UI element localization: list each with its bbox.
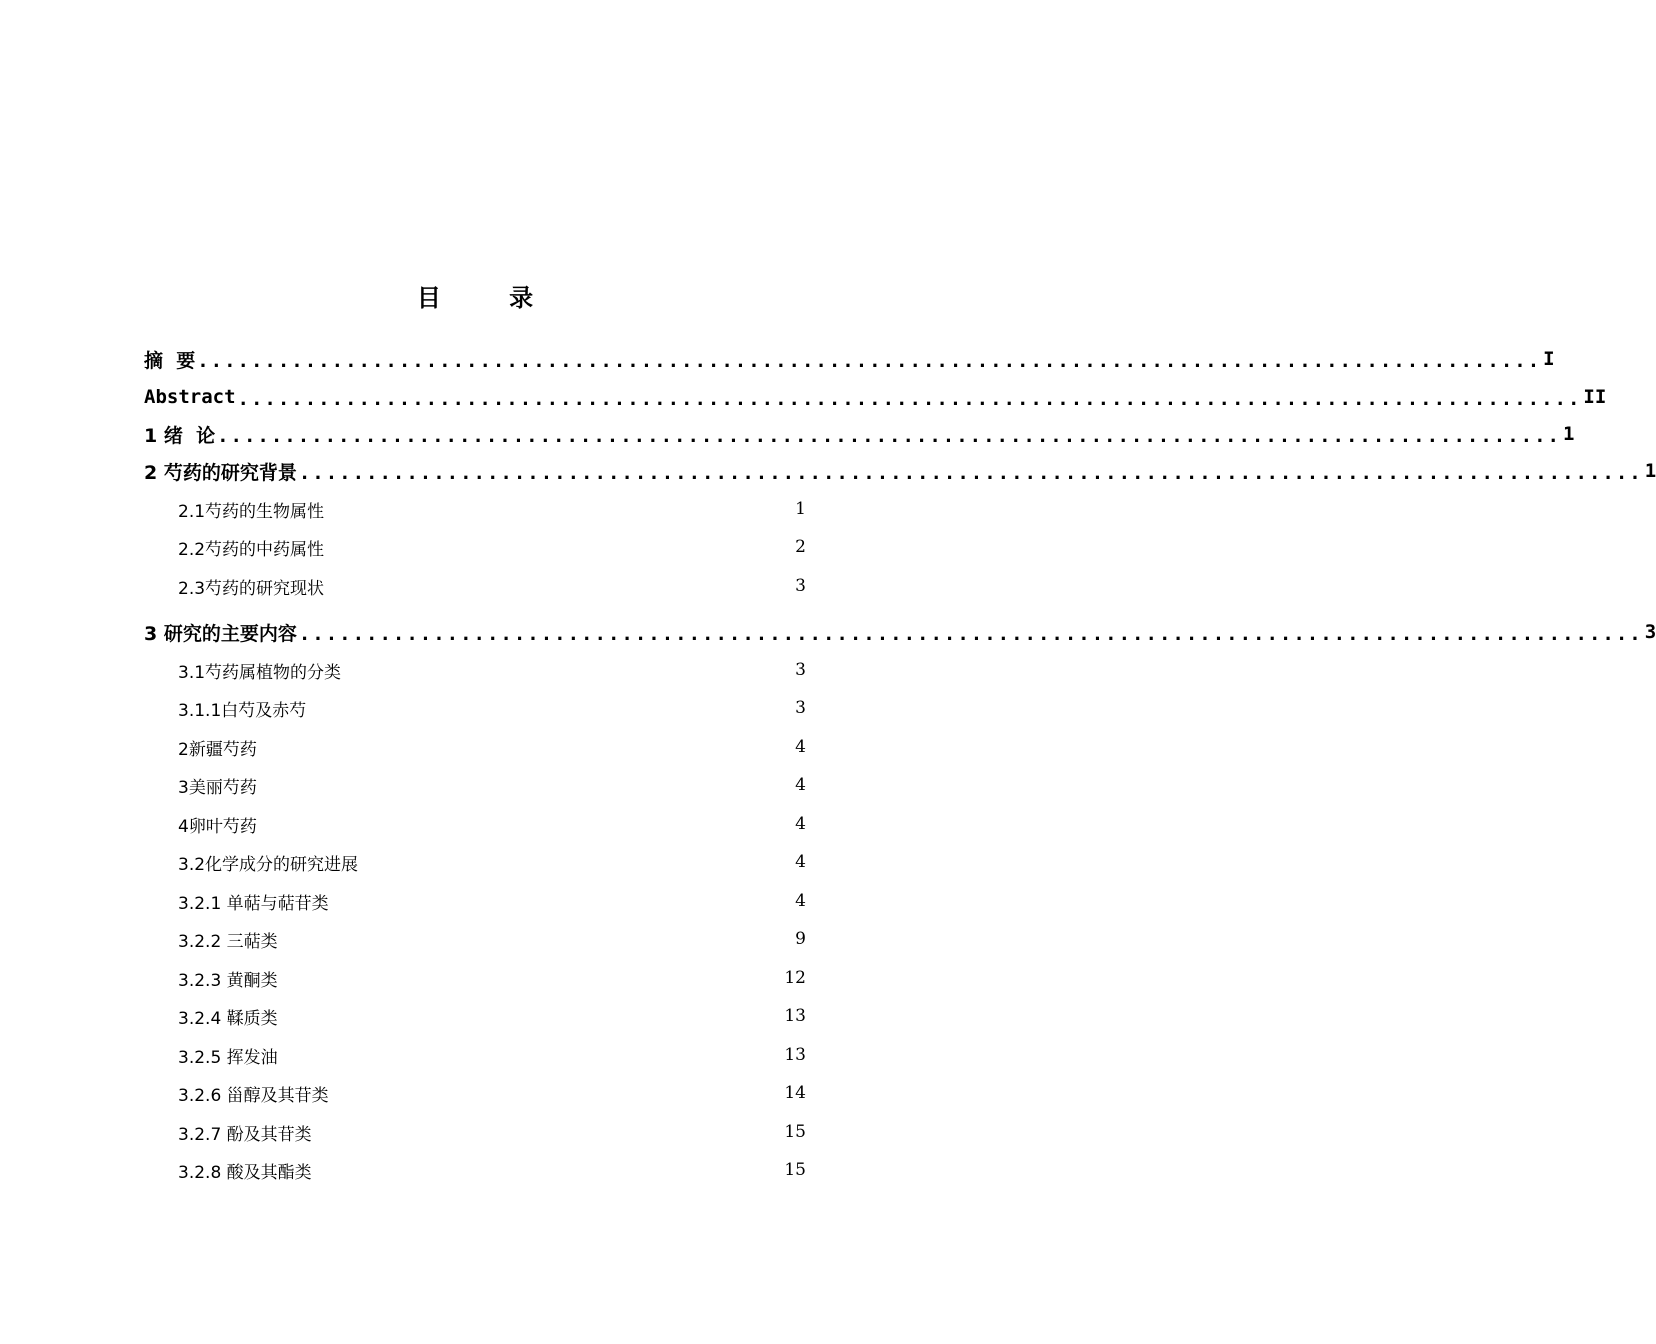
toc-entry-section[interactable]	[178, 693, 806, 723]
toc-entry-page: 1	[795, 499, 806, 519]
toc-entry-page: 1	[1644, 460, 1656, 482]
dot-leader: ....................................................................................................	[298, 462, 1643, 484]
toc-entry-page: 3	[1644, 621, 1656, 643]
toc-entry-page: 13	[784, 1045, 806, 1065]
toc-entry-page: 3	[795, 698, 806, 718]
toc-entry-label: 3.2化学成分的研究进展	[178, 854, 359, 875]
toc-entry-label: 2.3芍药的研究现状	[178, 578, 325, 599]
toc-entry-label: 1 绪 论	[144, 424, 216, 447]
toc-entry-page: 4	[795, 814, 806, 834]
toc-entry-label: 3.2.7 酚及其苷类	[178, 1124, 312, 1145]
toc-entry-label: 3美丽芍药	[178, 777, 257, 798]
toc-entry-section[interactable]	[178, 571, 806, 601]
toc-entry-section[interactable]	[178, 494, 806, 524]
toc-entry-section[interactable]	[178, 1078, 806, 1108]
toc-entry-section[interactable]	[178, 732, 806, 762]
toc-entry-label: 3.1芍药属植物的分类	[178, 662, 342, 683]
toc-entry-label: 2.2芍药的中药属性	[178, 539, 325, 560]
toc-entry-page: 4	[795, 737, 806, 757]
toc-entry-chapter-2[interactable]	[144, 456, 1656, 486]
toc-entry-section[interactable]	[178, 1001, 806, 1031]
toc-entry-label: 3.2.3 黄酮类	[178, 970, 278, 991]
toc-entry-label: 3.1.1白芍及赤芍	[178, 700, 307, 721]
toc-entry-section[interactable]	[178, 1040, 806, 1070]
toc-entry-page: 2	[795, 537, 806, 557]
toc-entry-label: 2 芍药的研究背景	[144, 461, 297, 484]
dot-leader: ....................................................................................................	[197, 350, 1542, 372]
toc-entry-label: 3.2.2 三萜类	[178, 931, 278, 952]
toc-entry-section[interactable]	[178, 1155, 806, 1185]
page-title: 目 录	[416, 284, 564, 312]
toc-entry-page: 12	[784, 968, 806, 988]
toc-entry-label: 3 研究的主要内容	[144, 622, 297, 645]
toc-entry-section[interactable]	[178, 847, 806, 877]
toc-entry-introduction[interactable]	[144, 419, 1575, 449]
toc-entry-label: 3.2.4 鞣质类	[178, 1008, 278, 1029]
toc-entry-page: 4	[795, 891, 806, 911]
toc-entry-label: 3.2.6 甾醇及其苷类	[178, 1085, 329, 1106]
toc-entry-abstract-cn[interactable]	[144, 344, 1555, 374]
toc-entry-section[interactable]	[178, 1117, 806, 1147]
toc-entry-page: II	[1583, 386, 1607, 408]
toc-entry-page: 15	[784, 1122, 806, 1142]
toc-entry-page: 1	[1562, 423, 1575, 445]
toc-entry-label: 摘 要	[144, 349, 196, 372]
toc-entry-label: 4卵叶芍药	[178, 816, 257, 837]
toc-entry-label: 2新疆芍药	[178, 739, 257, 760]
toc-entry-abstract-en[interactable]	[144, 382, 1607, 412]
toc-entry-section[interactable]	[178, 809, 806, 839]
toc-entry-section[interactable]	[178, 963, 806, 993]
toc-entry-label: 3.2.1 单萜与萜苷类	[178, 893, 329, 914]
toc-entry-chapter-3[interactable]	[144, 617, 1656, 647]
toc-entry-label: 3.2.5 挥发油	[178, 1047, 278, 1068]
toc-entry-page: 4	[795, 852, 806, 872]
toc-entry-section[interactable]	[178, 655, 806, 685]
toc-entry-label: Abstract	[144, 386, 236, 408]
dot-leader: ....................................................................................................	[217, 425, 1561, 447]
toc-entry-page: 9	[795, 929, 806, 949]
toc-entry-page: 3	[795, 660, 806, 680]
toc-entry-page: I	[1543, 348, 1555, 370]
toc-entry-section[interactable]	[178, 532, 806, 562]
toc-entry-page: 13	[784, 1006, 806, 1026]
toc-entry-section[interactable]	[178, 924, 806, 954]
toc-entry-page: 4	[795, 775, 806, 795]
toc-entry-label: 3.2.8 酸及其酯类	[178, 1162, 312, 1183]
toc-entry-section[interactable]	[178, 770, 806, 800]
toc-entry-label: 2.1芍药的生物属性	[178, 501, 325, 522]
toc-entry-page: 15	[784, 1160, 806, 1180]
toc-entry-section[interactable]	[178, 886, 806, 916]
toc-entry-page: 14	[784, 1083, 806, 1103]
dot-leader: ....................................................................................................	[298, 623, 1643, 645]
toc-entry-page: 3	[795, 576, 806, 596]
dot-leader: ....................................................................................................	[237, 388, 1582, 410]
